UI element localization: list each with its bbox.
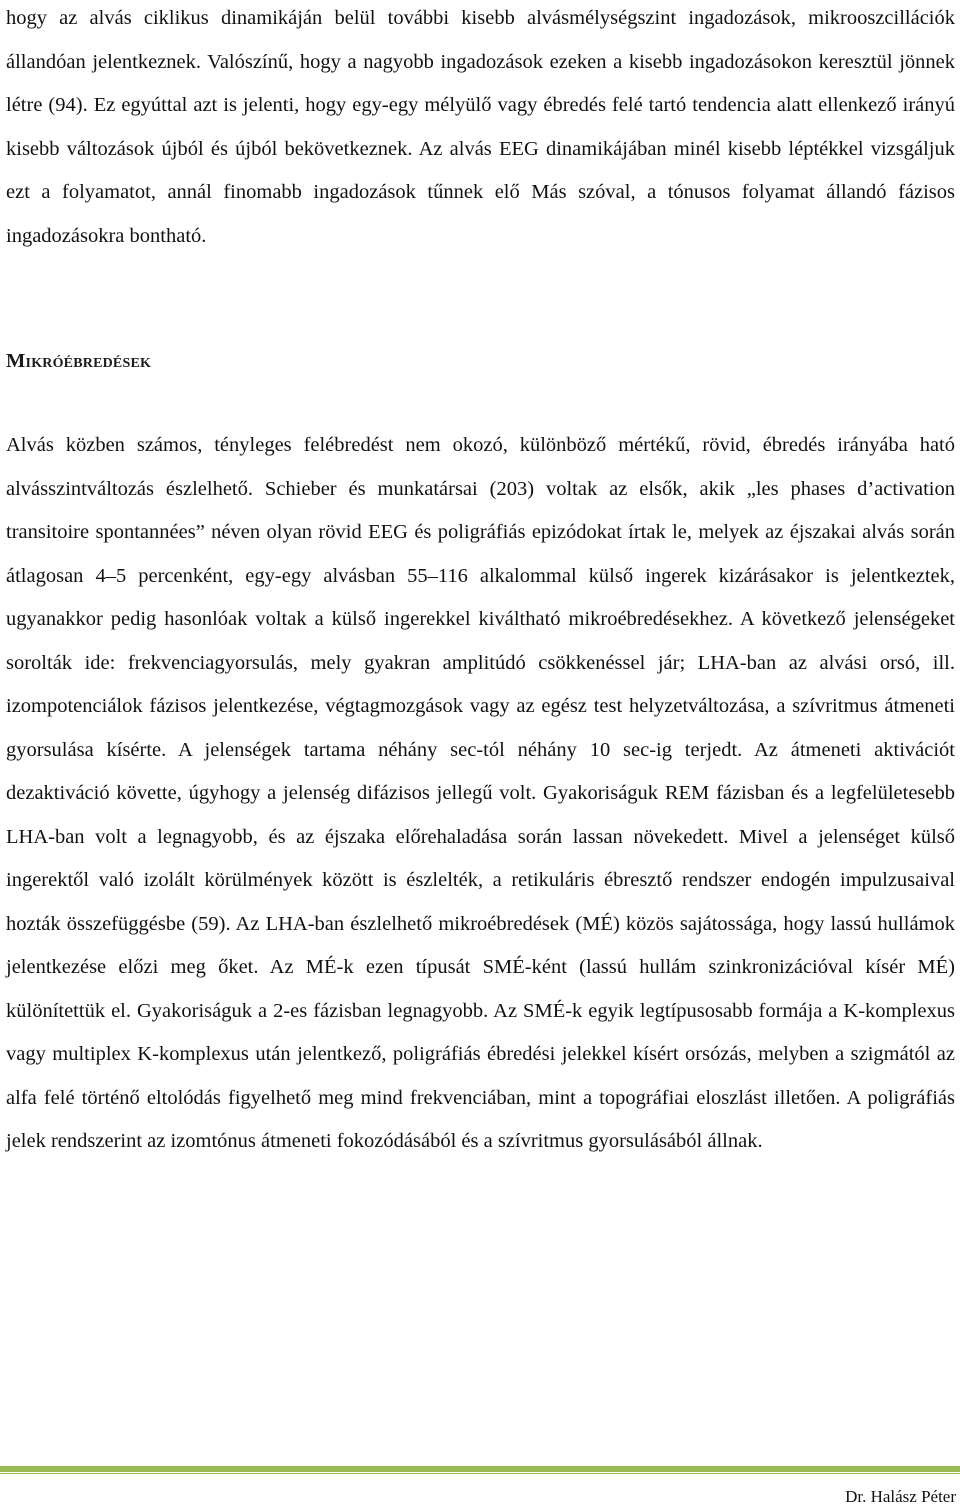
footer-author: Dr. Halász Péter — [845, 1487, 956, 1506]
section-heading: Mikróébredések — [6, 350, 152, 372]
body-paragraph-microarousals: Alvás közben számos, tényleges felébredést nem okozó, különböző mértékű, rövid, ébredés irányába ható alvásszintváltozás észlelhető. Schieber és munkatársai (203) voltak az elsők, akik „les phases d’activation transitoire spontannées” néven olyan rövid EEG és poligráfiás epizódokat írtak le, melyek az éjszakai alvás során átlagosan 4–5 percenként, egy-egy alvásban 55–116 alkalommal külső ingerek kizárásakor is jelentkeztek, ugyanakkor pedig hasonlóak voltak a külső ingerekkel kiváltható mikroébredésekhez. A következő jelenségeket sorolták ide: frekvenciagyorsulás, mely gyakran amplitúdó csökkenéssel jár; LHA-ban az alvási orsó, ill. izompotenciálok fázisos jelentkezése, végtagmozgások vagy az egész test helyzetváltozása, a szívritmus átmeneti gyorsulása kísérte. A jelenségek tartama néhány sec-tól néhány 10 sec-ig terjedt. Az átmeneti aktivációt dezaktiváció követte, úgyhogy a jelenség difázisos jellegű volt. Gyakoriságuk REM fázisban és a legfelületesebb LHA-ban volt a legnagyobb, és az éjszaka előrehaladása során lassan növekedett. Mivel a jelenséget külső ingerektől való izolált körülmények között is észlelték, a retikuláris ébresztő rendszer endogén impulzusaival hozták összefüggésbe (59). Az LHA-ban észlelhető mikroébredések (MÉ) közös sajátossága, hogy lassú hullámok jelentkezése előzi meg őket. Az MÉ-k ezen típusát SMÉ-ként (lassú hullám szinkronizációval kísér MÉ) különítettük el. Gyakoriságuk a 2-es fázisban legnagyobb. Az SMÉ-k egyik legtípusosabb formája a K-komplexus vagy multiplex K-komplexus után jelentkező, poligráfiás ébredési jelekkel kísért orsózás, melyben a szigmától az alfa felé történő eltolódás figyelhető meg mind frekvenciában, mint a topográfiai eloszlást illetően. A poligráfiás jelek rendszerint az izomtónus átmeneti fokozódásából és a szívritmus gyorsulásából állnak. — [6, 434, 955, 1152]
footer-divider — [0, 1466, 960, 1474]
body-paragraph-continuation: hogy az alvás ciklikus dinamikáján belül további kisebb alvásmélységszint ingadozások, mikrooszcillációk állandóan jelentkeznek. Valószínű, hogy a nagyobb ingadozások ezeken a kisebb ingadozásokon keresztül jönnek létre (94). Ez egyúttal azt is jelenti, hogy egy-egy mélyülő vagy ébredés felé tartó tendencia alatt ellenkező irányú kisebb változások újból és újból bekövetkeznek. Az alvás EEG dinamikájában minél kisebb léptékkel vizsgáljuk ezt a folyamatot, annál finomabb ingadozások tűnnek elő Más szóval, a tónusos folyamat állandó fázisos ingadozásokra bontható. — [6, 7, 955, 247]
